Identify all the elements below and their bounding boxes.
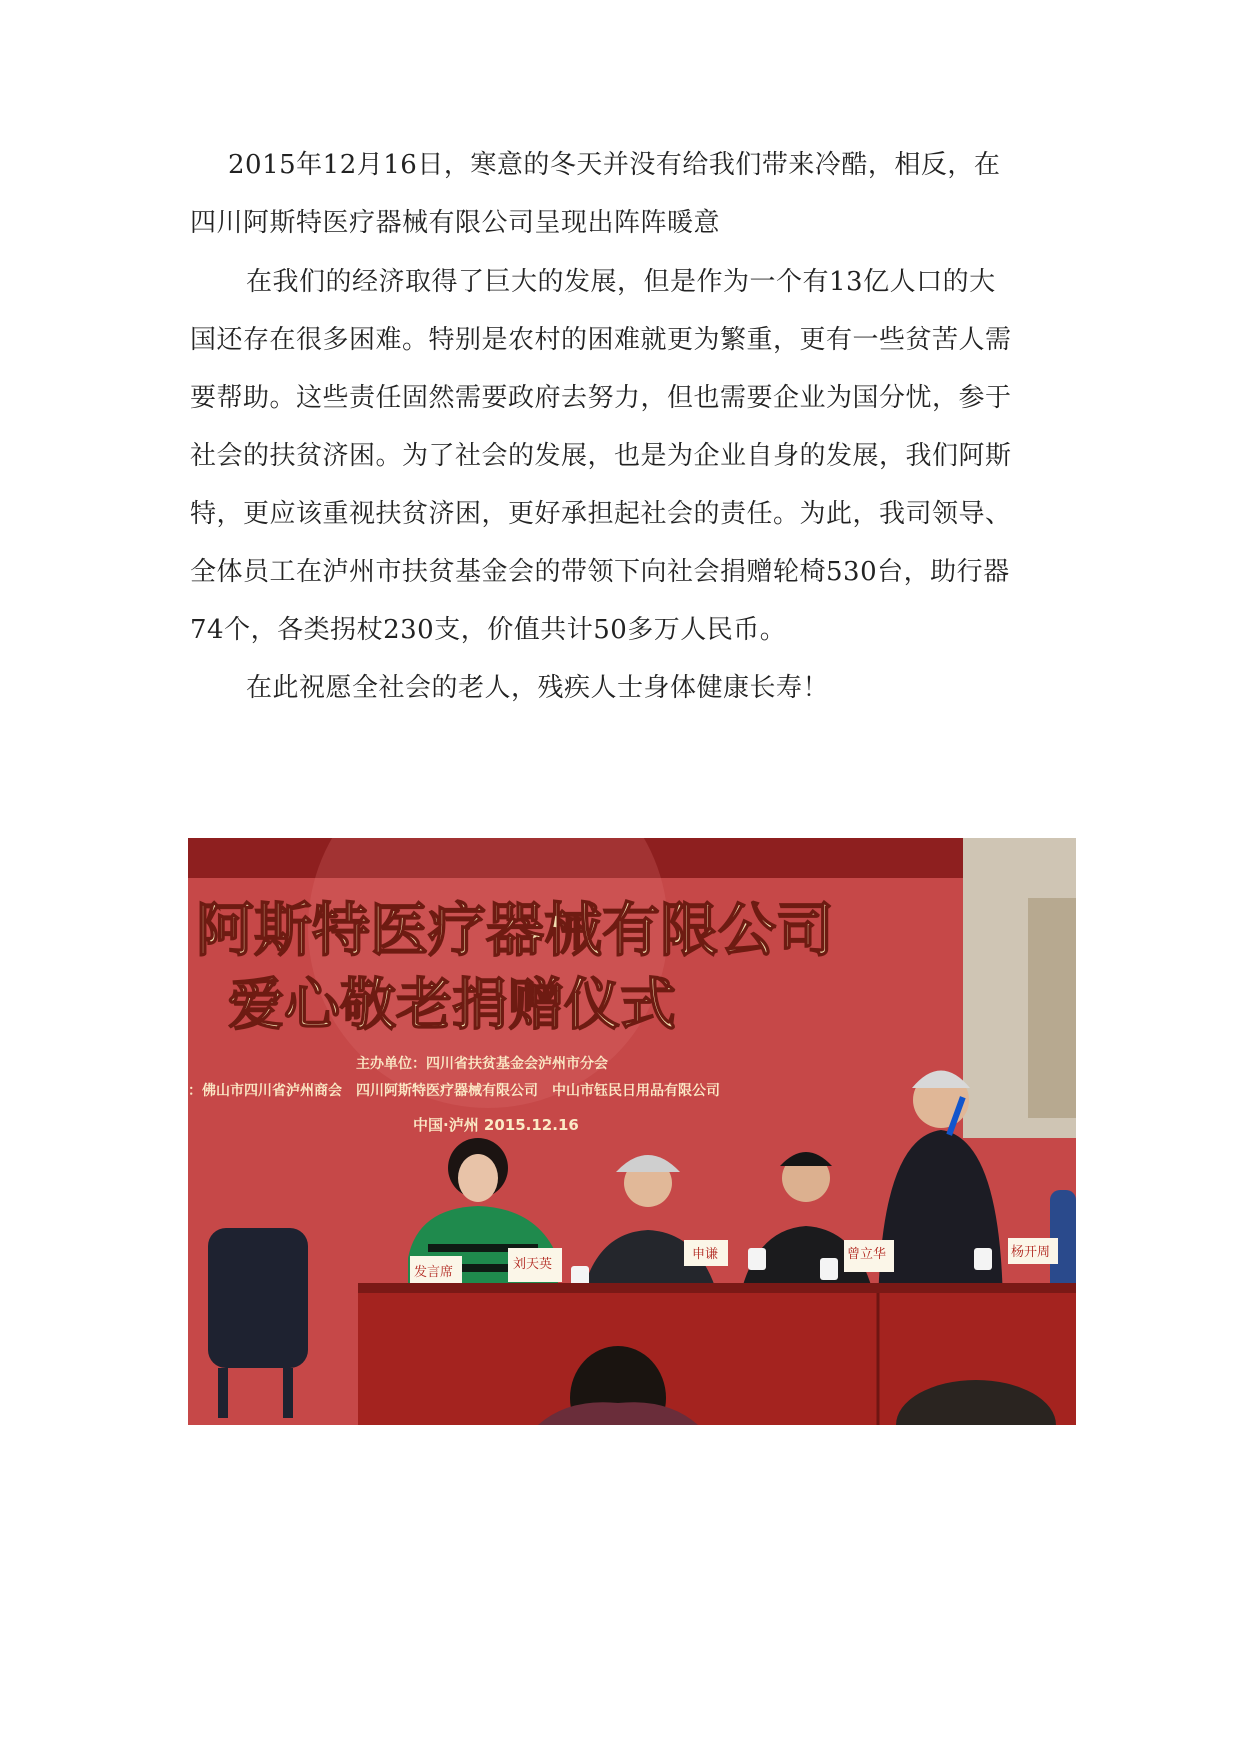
banner-host: 主办单位：四川省扶贫基金会泸州市分会 — [356, 1056, 608, 1072]
paragraph-2-line-7: 74个，各类拐杖230支，价值共计50多万人民币。 — [190, 615, 787, 645]
teacup — [820, 1258, 838, 1280]
placard-text: 发言席 — [414, 1265, 454, 1280]
banner-line-1: 阿斯特医疗器械有限公司 — [196, 896, 835, 964]
paragraph-3-line-1: 在此祝愿全社会的老人，残疾人士身体健康长寿！ — [246, 673, 830, 703]
teacup — [974, 1248, 992, 1270]
banner-place-date: 中国·泸州 2015.12.16 — [413, 1116, 579, 1134]
paragraph-2-line-3: 要帮助。这些责任固然需要政府去努力，但也需要企业为国分忧，参于 — [190, 383, 1012, 413]
placard-text: 曾立华 — [847, 1247, 887, 1262]
paragraph-1-line-2: 四川阿斯特医疗器械有限公司呈现出阵阵暖意 — [190, 208, 721, 238]
banner-line-2: 爱心敬老捐赠仪式 — [228, 973, 676, 1038]
chair — [208, 1228, 308, 1368]
paragraph-1-line-1: 2015年12月16日，寒意的冬天并没有给我们带来冷酷，相反，在 — [228, 150, 1001, 180]
event-photo — [188, 838, 1076, 1425]
placard-text: 刘天英 — [513, 1257, 553, 1272]
placard-text: 申谦 — [692, 1247, 719, 1262]
paragraph-2-line-5: 特，更应该重视扶贫济困，更好承担起社会的责任。为此，我司领导、 — [190, 499, 1012, 529]
teacup — [748, 1248, 766, 1270]
paragraph-2-line-6: 全体员工在泸州市扶贫基金会的带领下向社会捐赠轮椅530台，助行器 — [190, 557, 1010, 587]
paragraph-2-line-1: 在我们的经济取得了巨大的发展，但是作为一个有13亿人口的大 — [246, 267, 996, 297]
banner-co-organizers: ：佛山市四川省泸州商会 四川阿斯特医疗器械有限公司 中山市钰民日用品有限公司 — [188, 1083, 720, 1099]
event-photo-scene — [188, 838, 1076, 1425]
paragraph-2-line-2: 国还存在很多困难。特别是农村的困难就更为繁重，更有一些贫苦人需 — [190, 325, 1012, 355]
paragraph-2-line-4: 社会的扶贫济困。为了社会的发展，也是为企业自身的发展，我们阿斯 — [190, 441, 1012, 471]
placard-text: 杨开周 — [1011, 1245, 1051, 1260]
